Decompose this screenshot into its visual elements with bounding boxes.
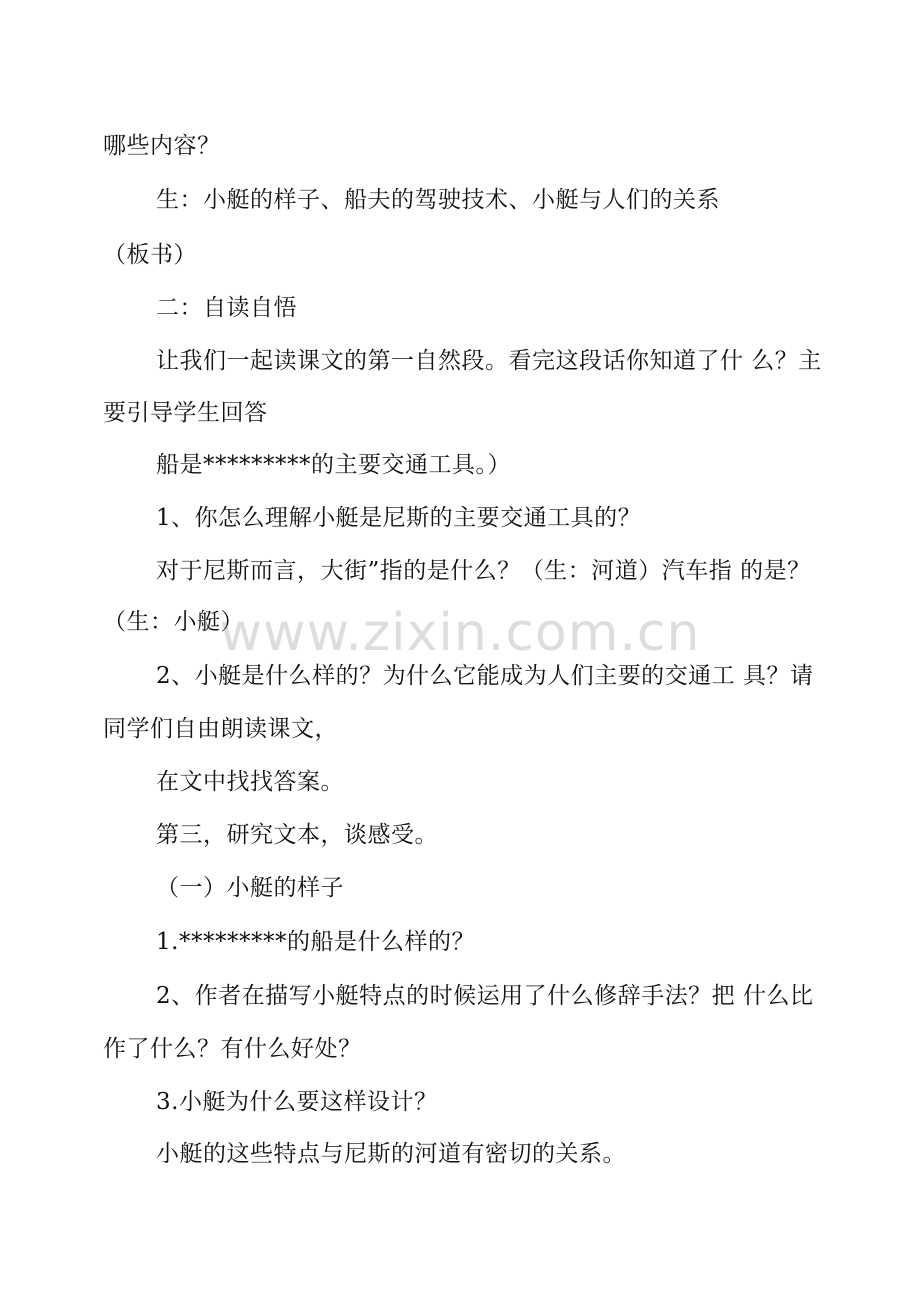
paragraph-line: 1、你怎么理解小艇是尼斯的主要交通工具的？	[156, 505, 642, 531]
paragraph-line: （一）小艇的样子	[156, 875, 344, 901]
paragraph-line: （板书）	[103, 242, 197, 268]
paragraph-line: 要引导学生回答	[103, 400, 268, 426]
paragraph-line: 第三，研究文本，谈感受。	[156, 822, 438, 848]
paragraph-line: 生：小艇的样子、船夫的驾驶技术、小艇与人们的关系	[156, 187, 720, 213]
paragraph-line: 二：自读自悟	[156, 295, 297, 321]
paragraph-line: 作了什么？有什么好处？	[103, 1036, 362, 1062]
paragraph-line: 2、作者在描写小艇特点的时候运用了什么修辞手法？把 什么比	[156, 983, 814, 1009]
paragraph-line: 让我们一起读课文的第一自然段。看完这段话你知道了什 么？主	[156, 348, 822, 374]
paragraph-line: 同学们自由朗读课文，	[103, 716, 338, 742]
paragraph-line: （生：小艇）	[103, 609, 244, 635]
watermark: www.zixin.com.cn	[219, 603, 701, 663]
paragraph-line: 小艇的这些特点与尼斯的河道有密切的关系。	[156, 1141, 626, 1167]
paragraph-line: 2、小艇是什么样的？为什么它能成为人们主要的交通工 具？请	[156, 663, 814, 689]
paragraph-line: 船是*********的主要交通工具。）	[156, 452, 511, 478]
paragraph-line: 1.*********的船是什么样的？	[156, 929, 475, 955]
paragraph-line: 在文中找找答案。	[156, 769, 344, 795]
paragraph-line: 3.小艇为什么要这样设计？	[156, 1089, 438, 1115]
paragraph-line: 哪些内容？	[103, 133, 221, 159]
paragraph-line: 对于尼斯而言，大街”指的是什么？（生：河道）汽车指 的是？	[156, 558, 811, 584]
